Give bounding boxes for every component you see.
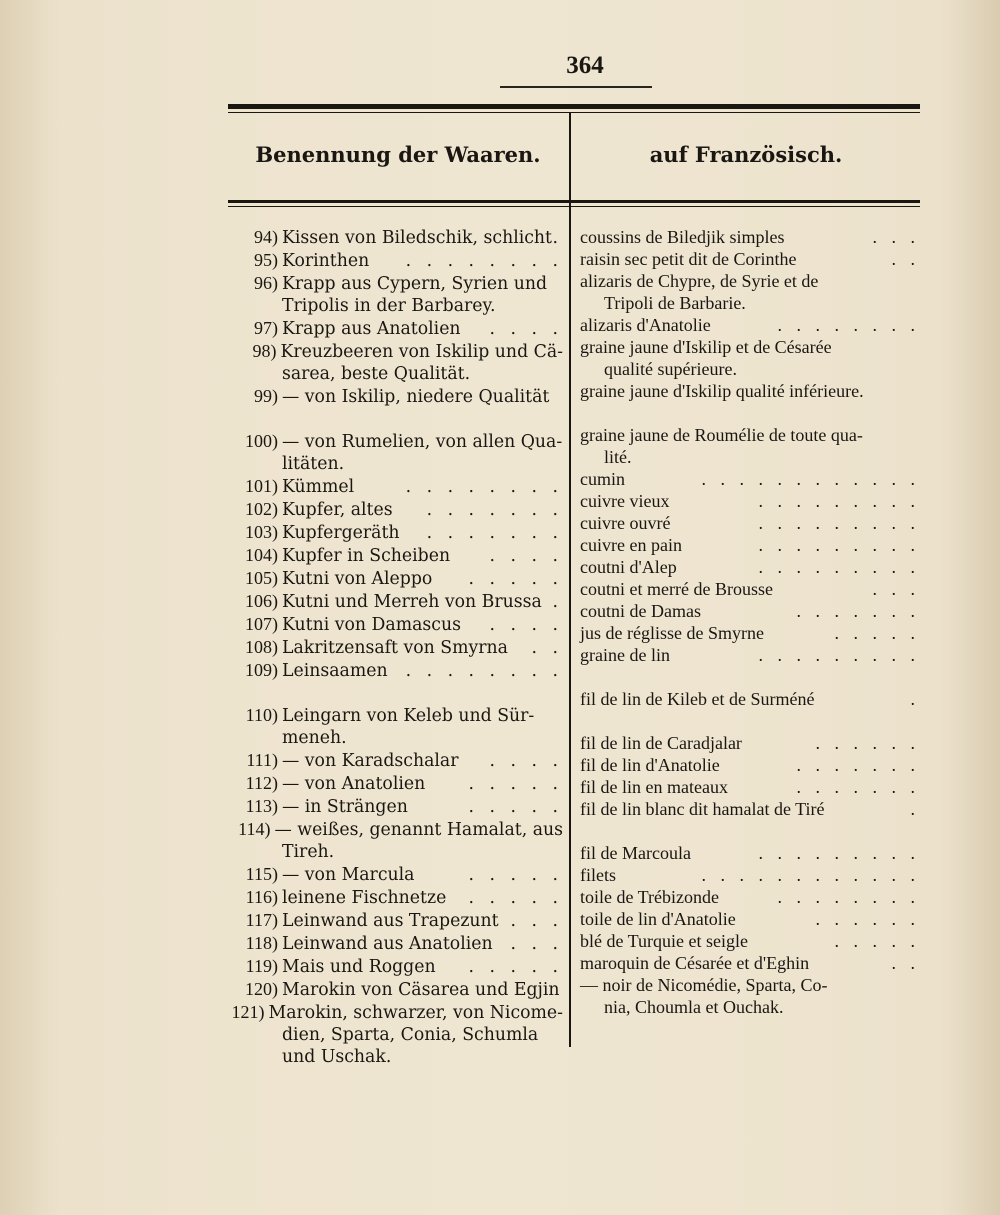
dot-leader: . . . . . . . . xyxy=(405,661,563,681)
entry-line xyxy=(228,430,563,453)
entry-line xyxy=(228,340,563,363)
entry-text: — von Rumelien, von allen Qua- xyxy=(282,432,563,452)
entry-french xyxy=(580,248,920,270)
entry-line xyxy=(228,795,563,818)
entry-line xyxy=(228,636,563,659)
entry-text: und Uschak. xyxy=(282,1047,392,1067)
entry-french xyxy=(580,886,920,908)
dot-leader: . . xyxy=(891,249,920,269)
dot-leader: . . . . . . . xyxy=(426,500,563,520)
entry-gap xyxy=(228,682,563,704)
entry-text: Kreuzbeeren von Iskilip und Cä- xyxy=(280,342,563,362)
dot-leader: . . . . . . . . . xyxy=(758,843,920,863)
entry-number: 113) xyxy=(245,796,278,816)
entry-number: 100) xyxy=(245,431,278,451)
entry-text: — von Karadschalar xyxy=(282,751,459,771)
entry-line xyxy=(228,886,563,909)
entry-german xyxy=(228,590,563,613)
entry-line xyxy=(580,842,920,864)
entry-french xyxy=(580,644,920,666)
entry-text: Leinsaamen xyxy=(282,661,388,681)
entry-text: Tripolis in der Barbarey. xyxy=(282,296,496,316)
entry-french xyxy=(580,952,920,974)
column-header-french: auf Französisch. xyxy=(649,142,843,167)
entry-line xyxy=(580,952,920,974)
entry-text: Lakritzensaft von Smyrna xyxy=(282,638,508,658)
entry-text: Krapp aus Cypern, Syrien und xyxy=(282,274,548,294)
entry-number: 104) xyxy=(245,545,278,565)
entry-french xyxy=(580,974,920,1040)
entry-text: toile de Trébizonde xyxy=(580,887,719,907)
entry-number: 121) xyxy=(231,1002,265,1022)
entry-text: — von Anatolien xyxy=(282,774,426,794)
entry-line xyxy=(580,864,920,886)
dot-leader: . . . . . xyxy=(468,569,563,589)
entry-text: — noir de Nicomédie, Sparta, Co- xyxy=(580,975,828,995)
entry-line xyxy=(228,818,563,841)
entry-french xyxy=(580,864,920,886)
entry-text: Kutni und Merreh von Brussa xyxy=(282,592,542,612)
entry-text: litäten. xyxy=(282,454,345,474)
entry-number: 101) xyxy=(245,476,278,496)
entry-text: qualité supérieure. xyxy=(604,359,737,379)
entry-gap xyxy=(580,666,920,688)
entry-text: Tireh. xyxy=(282,842,335,862)
entry-text: cuivre en pain xyxy=(580,535,682,555)
entry-line xyxy=(228,978,563,1001)
dot-leader: . . . . . . . . . xyxy=(758,513,920,533)
entry-text: toile de lin d'Anatolie xyxy=(580,909,736,929)
entry-text: Mais und Roggen xyxy=(282,957,436,977)
entry-french xyxy=(580,336,920,380)
entry-continuation-line xyxy=(580,446,920,468)
entry-spacer-line xyxy=(580,1018,920,1040)
entry-text: cuivre vieux xyxy=(580,491,670,511)
entry-gap xyxy=(228,408,563,430)
dot-leader: . xyxy=(910,689,920,709)
dot-leader: . . . . . . . . . . . . xyxy=(701,469,920,489)
dot-leader: . . . xyxy=(872,579,920,599)
entry-line xyxy=(580,798,920,820)
entry-text: — von Marcula xyxy=(282,865,415,885)
entry-german xyxy=(228,978,563,1001)
entry-continuation-line xyxy=(228,1046,563,1068)
dot-leader: . . . . . . . xyxy=(426,523,563,543)
entry-continuation-line xyxy=(228,841,563,863)
entry-text: Kissen von Biledschik, schlicht xyxy=(282,228,553,248)
entry-text: fil de lin en mateaux xyxy=(580,777,728,797)
page-number-rule xyxy=(500,86,652,88)
entry-number: 107) xyxy=(245,614,278,634)
dot-leader: . xyxy=(910,799,920,819)
dot-leader: . . xyxy=(531,638,563,658)
dot-leader: . . . . . . . . . . . . xyxy=(701,865,920,885)
entry-number: 103) xyxy=(245,522,278,542)
entry-french xyxy=(580,314,920,336)
dot-leader: . . . xyxy=(872,227,920,247)
entry-text: graine de lin xyxy=(580,645,670,665)
dot-leader: . . . . . xyxy=(468,957,563,977)
entry-text: Krapp aus Anatolien xyxy=(282,319,461,339)
entry-line xyxy=(228,1001,563,1024)
entry-line xyxy=(580,512,920,534)
entry-continuation-line xyxy=(580,996,920,1018)
entry-text: sarea, beste Qualität. xyxy=(282,364,471,384)
entry-line xyxy=(228,567,563,590)
entry-number: 98) xyxy=(252,341,277,361)
header-bottom-thin-rule xyxy=(228,206,920,207)
dot-leader: . . . . . . . . xyxy=(405,477,563,497)
entry-text: graine jaune d'Iskilip qualité inférieure. xyxy=(580,381,864,401)
dot-leader: . . xyxy=(891,953,920,973)
entry-german xyxy=(228,385,563,408)
entry-french xyxy=(580,556,920,578)
entry-line xyxy=(228,909,563,932)
entry-french xyxy=(580,798,920,842)
entry-line xyxy=(580,908,920,930)
entry-continuation-line xyxy=(228,1024,563,1046)
entry-number: 119) xyxy=(245,956,278,976)
entry-german xyxy=(228,932,563,955)
column-divider xyxy=(569,112,571,1047)
dot-leader: . . . . xyxy=(489,615,563,635)
entry-text: fil de lin de Kileb et de Surméné xyxy=(580,689,815,709)
header-bottom-rule xyxy=(228,200,920,203)
entry-text: filets xyxy=(580,865,616,885)
entry-text: — von Iskilip, niedere Qualität xyxy=(282,387,550,407)
entry-french xyxy=(580,930,920,952)
entry-german xyxy=(228,704,563,749)
dot-leader: . . . . . . xyxy=(815,733,920,753)
entry-line xyxy=(580,974,920,996)
entry-line xyxy=(228,704,563,727)
entry-line xyxy=(580,622,920,644)
entry-line xyxy=(228,544,563,567)
entry-text: cuivre ouvré xyxy=(580,513,671,533)
entry-line xyxy=(580,688,920,710)
entry-line xyxy=(228,249,563,272)
entry-line xyxy=(580,226,920,248)
entry-french xyxy=(580,688,920,732)
entry-text: raisin sec petit dit de Corinthe xyxy=(580,249,797,269)
dot-leader: . . . . . . . xyxy=(796,755,920,775)
entry-french xyxy=(580,512,920,534)
column-header-german: Benennung der Waaren. xyxy=(255,142,541,167)
entry-number: 117) xyxy=(245,910,278,930)
entry-text: coutni d'Alep xyxy=(580,557,677,577)
entry-number: 99) xyxy=(254,386,278,406)
entry-german xyxy=(228,749,563,772)
entry-french xyxy=(580,380,920,402)
entry-german xyxy=(228,249,563,272)
entry-german xyxy=(228,886,563,909)
dot-leader: . . . . . xyxy=(468,865,563,885)
entry-french xyxy=(580,578,920,600)
entry-text: Kutni von Damascus xyxy=(282,615,461,635)
entry-text: Leingarn von Keleb und Sür- xyxy=(282,706,535,726)
entry-line xyxy=(228,772,563,795)
entry-number: 95) xyxy=(254,250,278,270)
dot-leader: . . . . . . . . xyxy=(405,251,563,271)
dot-leader: . . . . . xyxy=(468,888,563,908)
entry-continuation-line xyxy=(580,358,920,380)
entry-line xyxy=(228,613,563,636)
dot-leader: . . . . . . . xyxy=(796,777,920,797)
entry-german xyxy=(228,1001,563,1068)
entry-german xyxy=(228,544,563,567)
dot-leader: . . . . . . . . xyxy=(777,887,920,907)
entry-line xyxy=(228,932,563,955)
entry-number: 108) xyxy=(245,637,278,657)
dot-leader: . . . . . . . xyxy=(796,601,920,621)
entry-text: Kümmel xyxy=(282,477,355,497)
entry-line xyxy=(580,336,920,358)
entry-line xyxy=(580,490,920,512)
entry-text: fil de Marcoula xyxy=(580,843,691,863)
entry-german xyxy=(228,955,563,978)
entry-text: cumin xyxy=(580,469,625,489)
entry-text: maroquin de Césarée et d'Eghin xyxy=(580,953,810,973)
dot-leader: . . . . xyxy=(489,751,563,771)
entry-text: dien, Sparta, Conia, Schumla xyxy=(282,1025,539,1045)
entry-french xyxy=(580,468,920,490)
entry-french xyxy=(580,842,920,864)
entry-text: Kutni von Aleppo xyxy=(282,569,433,589)
entry-number: 111) xyxy=(246,750,278,770)
entry-line xyxy=(228,863,563,886)
entry-number: 94) xyxy=(254,227,278,247)
entry-text: Kupfer, altes xyxy=(282,500,393,520)
entry-line xyxy=(580,556,920,578)
entry-text: lité. xyxy=(604,447,632,467)
entry-text: graine jaune de Roumélie de toute qua- xyxy=(580,425,863,445)
entry-french xyxy=(580,732,920,754)
entry-number: 102) xyxy=(245,499,278,519)
entry-continuation-line xyxy=(228,453,563,475)
dot-leader: . . . . . . xyxy=(815,909,920,929)
entry-continuation-line xyxy=(228,727,563,749)
entry-number: 109) xyxy=(245,660,278,680)
dot-leader: . . . xyxy=(510,934,563,954)
entry-text: coussins de Biledjik simples xyxy=(580,227,785,247)
entry-line xyxy=(580,534,920,556)
entry-text: blé de Turquie et seigle xyxy=(580,931,748,951)
dot-leader: . . . . . . . . . xyxy=(758,535,920,555)
entry-line xyxy=(228,385,563,408)
entry-text: Korinthen xyxy=(282,251,370,271)
dot-leader: . . . . xyxy=(489,546,563,566)
entry-gap xyxy=(580,402,920,424)
entry-line xyxy=(580,270,920,292)
dot-leader: . xyxy=(552,228,563,248)
entry-number: 96) xyxy=(254,273,278,293)
entry-german xyxy=(228,636,563,659)
entry-line xyxy=(580,754,920,776)
entry-french xyxy=(580,534,920,556)
entry-german xyxy=(228,430,563,475)
entry-text: alizaris d'Anatolie xyxy=(580,315,711,335)
entry-french xyxy=(580,600,920,622)
dot-leader: . . . . . . . . xyxy=(777,315,920,335)
dot-leader: . . . . . xyxy=(468,774,563,794)
entry-number: 115) xyxy=(245,864,278,884)
entry-line xyxy=(580,578,920,600)
entry-continuation-line xyxy=(580,292,920,314)
dot-leader: . . . xyxy=(510,911,563,931)
french-column xyxy=(580,226,920,1040)
entry-line xyxy=(228,272,563,295)
entry-text: Marokin, schwarzer, von Nicome- xyxy=(268,1003,563,1023)
entry-german xyxy=(228,340,563,385)
entry-text: fil de lin d'Anatolie xyxy=(580,755,720,775)
header-top-thin-rule xyxy=(228,112,920,113)
header-top-rule xyxy=(228,104,920,109)
entry-german xyxy=(228,863,563,886)
entry-line xyxy=(228,659,563,682)
entry-german xyxy=(228,498,563,521)
entry-line xyxy=(580,248,920,270)
dot-leader: . . . . . . . . . xyxy=(758,491,920,511)
entry-line xyxy=(580,732,920,754)
dot-leader: . . . . xyxy=(489,319,563,339)
dot-leader: . xyxy=(552,592,563,612)
entry-text: — weißes, genannt Hamalat, aus xyxy=(274,820,563,840)
entry-number: 110) xyxy=(245,705,278,725)
entry-line xyxy=(228,475,563,498)
entry-text: Marokin von Cäsarea und Egjin xyxy=(282,980,560,1000)
dot-leader: . . . . . xyxy=(834,623,920,643)
entry-number: 120) xyxy=(245,979,278,999)
entry-line xyxy=(228,226,563,249)
entry-german xyxy=(228,772,563,795)
entry-number: 118) xyxy=(245,933,278,953)
entry-line xyxy=(228,955,563,978)
entry-line xyxy=(580,776,920,798)
entry-text: nia, Choumla et Ouchak. xyxy=(604,997,784,1017)
entry-text: coutni de Damas xyxy=(580,601,701,621)
entry-line xyxy=(228,749,563,772)
entry-line xyxy=(580,424,920,446)
entry-text: Kupfer in Scheiben xyxy=(282,546,451,566)
entry-text: Tripoli de Barbarie. xyxy=(604,293,746,313)
entry-text: graine jaune d'Iskilip et de Césarée xyxy=(580,337,832,357)
entry-french xyxy=(580,226,920,248)
entry-german xyxy=(228,567,563,590)
entry-german xyxy=(228,475,563,498)
entry-line xyxy=(228,590,563,613)
entry-line xyxy=(580,380,920,402)
dot-leader: . . . . . xyxy=(834,931,920,951)
entry-number: 114) xyxy=(238,819,271,839)
entry-number: 116) xyxy=(245,887,278,907)
entry-line xyxy=(228,498,563,521)
entry-german xyxy=(228,226,563,249)
entry-german xyxy=(228,613,563,636)
entry-line xyxy=(580,644,920,666)
entry-line xyxy=(580,468,920,490)
entry-line xyxy=(580,930,920,952)
entry-continuation-line xyxy=(228,363,563,385)
entry-line xyxy=(580,314,920,336)
entry-french xyxy=(580,776,920,798)
entry-german xyxy=(228,272,563,317)
entry-line xyxy=(580,600,920,622)
entry-line xyxy=(580,886,920,908)
entry-number: 105) xyxy=(245,568,278,588)
entry-text: leinene Fischnetze xyxy=(282,888,447,908)
page-number: 364 xyxy=(566,52,604,79)
entry-text: — in Strängen xyxy=(282,797,408,817)
entry-text: Leinwand aus Anatolien xyxy=(282,934,493,954)
entry-number: 112) xyxy=(245,773,278,793)
entry-french xyxy=(580,490,920,512)
entry-spacer-line xyxy=(580,820,920,842)
entry-text: fil de lin de Caradjalar xyxy=(580,733,742,753)
entry-french xyxy=(580,908,920,930)
entry-text: meneh. xyxy=(282,728,347,748)
entry-text: Kupfergeräth xyxy=(282,523,400,543)
entry-text: alizaris de Chypre, de Syrie et de xyxy=(580,271,819,291)
entry-french xyxy=(580,622,920,644)
entry-german xyxy=(228,659,563,682)
entry-german xyxy=(228,818,563,863)
entry-text: Leinwand aus Trapezunt xyxy=(282,911,499,931)
german-column xyxy=(228,226,563,1068)
entry-line xyxy=(228,317,563,340)
dot-leader: . . . . . . . . . xyxy=(758,645,920,665)
dot-leader: . . . . . . . . . xyxy=(758,557,920,577)
entry-french xyxy=(580,424,920,468)
dot-leader: . . . . . xyxy=(468,797,563,817)
entry-line xyxy=(228,521,563,544)
entry-continuation-line xyxy=(228,295,563,317)
entry-text: coutni et merré de Brousse xyxy=(580,579,773,599)
entry-spacer-line xyxy=(580,710,920,732)
entry-german xyxy=(228,521,563,544)
entry-text: fil de lin blanc dit hamalat de Tiré xyxy=(580,799,825,819)
entry-german xyxy=(228,317,563,340)
entry-text: jus de réglisse de Smyrne xyxy=(580,623,764,643)
entry-number: 97) xyxy=(254,318,278,338)
entry-german xyxy=(228,909,563,932)
entry-number: 106) xyxy=(245,591,278,611)
entry-german xyxy=(228,795,563,818)
entry-french xyxy=(580,270,920,314)
entry-french xyxy=(580,754,920,776)
